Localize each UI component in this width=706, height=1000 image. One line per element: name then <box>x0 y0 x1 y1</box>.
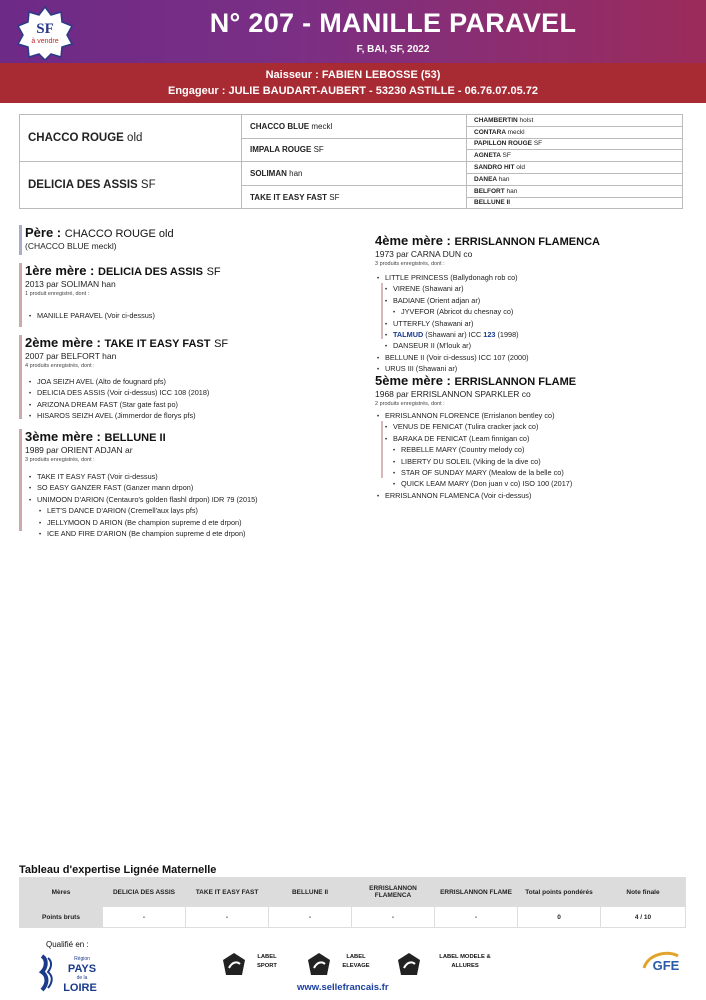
sf-a-vendre-logo <box>16 6 74 60</box>
pedigree-gen3: PAPILLON ROUGE SF <box>467 138 683 150</box>
svg-text:à vendre: à vendre <box>31 38 59 45</box>
table-header: ERRISLANNON FLAMENCA <box>352 878 435 907</box>
pedigree-sire: CHACCO ROUGE old <box>20 115 242 162</box>
website-link[interactable]: www.sellefrancais.fr <box>297 982 389 993</box>
dam2-block: 2ème mère : TAKE IT EASY FAST SF 2007 par BELFORT han 4 produits enregistrés, dont : • JOA SEIZH AVEL (Alto de fougnard pfs) • DELICIA DES ASSIS (Voir ci-dessus) ICC 108 (2018) • ARIZONA DREAM FAST (Star gate fast po) • HISAROS SEIZH AVEL (Jimmerdor de florys pfs) <box>19 335 339 419</box>
svg-text:de la: de la <box>76 975 88 981</box>
dam3-block: 3ème mère : BELLUNE II 1989 par ORIENT ADJAN ar 3 produits enregistrés, dont : • TAKE IT EASY FAST (Voir ci-dessus) • SO EASY GANZER FAST (Ganzer mann drpon) • UNIMOON D'ARION (Centauro's golden flashl drpon) IDR 79 (2015) • LET'S DANCE D'ARION (Cremell'aux lays pfs) • JELLYMOON D ARION (Be champion supreme d ete drpon) • ICE AND FIRE D'ARION (Be champion supreme d ete drpon) <box>19 429 339 531</box>
gfe-logo <box>638 948 690 974</box>
indent-bar <box>381 421 383 478</box>
table-header: BELLUNE II <box>269 878 352 907</box>
table-header: Mères <box>20 878 103 907</box>
pedigree-gen3: CHAMBERTIN holst <box>467 115 683 127</box>
list-item: • UNIMOON D'ARION (Centauro's golden flashl drpon) IDR 79 (2015) <box>29 494 258 504</box>
produce-list <box>377 273 529 376</box>
table-cell: - <box>186 907 269 928</box>
table-header: Note finale <box>601 878 686 907</box>
list-item: • QUICK LEAM MARY (Don juan v co) ISO 100 (2017) <box>393 479 573 489</box>
list-item: • JYVEFOR (Abricot du chesnay co) <box>393 307 514 317</box>
dam5-block: 5ème mère : ERRISLANNON FLAME 1968 par ERRISLANNON SPARKLER co 2 produits enregistrés, dont : • ERRISLANNON FLORENCE (Errislanon bentley co) • VENUS DE FENICAT (Tulira cracker jack co) • BARAKA DE FENICAT (Leam finnigan co) • REBELLE MARY (Country melody co) • LIBERTY DU SOLEIL (Viking de la dive co) • STAR OF SUNDAY MARY (Mealow de la belle co) • QUICK LEAM MARY (Don juan v co) ISO 100 (2017) • ERRISLANNON FLAMENCA (Voir ci-dessus) <box>369 373 689 491</box>
table-header: Total points pondérés <box>518 878 601 907</box>
expertise-title: Tableau d'expertise Lignée Maternelle <box>19 864 217 876</box>
list-item: • JELLYMOON D ARION (Be champion supreme d ete drpon) <box>39 517 242 527</box>
section-bar <box>19 429 22 531</box>
list-item: • ICE AND FIRE D'ARION (Be champion supreme d ete drpon) <box>39 529 246 539</box>
table-cell: - <box>269 907 352 928</box>
table-cell: 0 <box>518 907 601 928</box>
label-elevage-icon <box>306 952 332 978</box>
list-item: • DELICIA DES ASSIS (Voir ci-dessus) ICC 108 (2018) <box>29 388 210 398</box>
section-bar <box>19 225 22 255</box>
label-sport-icon <box>221 952 247 978</box>
svg-text:LOIRE: LOIRE <box>63 982 97 994</box>
qualified-label: Qualifié en : <box>46 940 89 949</box>
list-item: • TAKE IT EASY FAST (Voir ci-dessus) <box>29 472 158 481</box>
pedigree-gen3: BELFORT han <box>467 185 683 197</box>
svg-text:PAYS: PAYS <box>67 963 97 975</box>
table-header: TAKE IT EASY FAST <box>186 878 269 907</box>
pedigree-gen2: SOLIMAN han <box>242 162 467 186</box>
produce-list <box>29 472 258 540</box>
list-item: • LET'S DANCE D'ARION (Cremell'aux lays pfs) <box>39 506 198 516</box>
table-cell: - <box>435 907 518 928</box>
label-modele-allures-icon <box>396 952 422 978</box>
pedigree-gen3: BELLUNE II <box>467 197 683 209</box>
svg-text:SF: SF <box>36 21 54 37</box>
label-elevage: LABEL ELEVAGE <box>342 954 370 969</box>
label-modele-allures: LABEL MODELE & ALLURES <box>439 954 491 969</box>
list-item: • STAR OF SUNDAY MARY (Mealow de la belle co) <box>393 468 564 478</box>
list-item: • LIBERTY DU SOLEIL (Viking de la dive co) <box>393 456 541 466</box>
list-item: • SO EASY GANZER FAST (Ganzer mann drpon) <box>29 483 194 493</box>
table-cell: - <box>103 907 186 928</box>
produce-list <box>377 411 572 502</box>
list-item: • JOA SEIZH AVEL (Alto de fougnard pfs) <box>29 377 166 386</box>
dam4-block: 4ème mère : ERRISLANNON FLAMENCA 1973 par CARNA DUN co 3 produits enregistrés, dont : • LITTLE PRINCESS (Ballydonagh rob co) • VIRENE (Shawani ar) • BADIANE (Orient adjan ar) • JYVEFOR (Abricot du chesnay co) • UTTERFLY (Shawani ar) • TALMUD (Shawani ar) ICC 123 (1998) • DANSEUR II (M'louk ar) • BELLUNE II (Voir ci-dessus) ICC 107 (2000) • URUS III (Shawani ar) <box>369 233 689 361</box>
list-item: • DANSEUR II (M'louk ar) <box>385 341 472 351</box>
pedigree-gen2: CHACCO BLUE meckl <box>242 115 467 139</box>
list-item: • BADIANE (Orient adjan ar) <box>385 295 481 305</box>
label-sport: LABEL SPORT <box>257 954 277 969</box>
horse-summary: F, BAI, SF, 2022 <box>356 44 430 55</box>
list-item: • LITTLE PRINCESS (Ballydonagh rob co) <box>377 273 518 282</box>
breeder-line: Naisseur : FABIEN LEBOSSE (53) <box>265 69 441 81</box>
page-title: N° 207 - MANILLE PARAVEL <box>209 8 577 38</box>
pedigree-table <box>19 114 683 209</box>
sire-block: Père : CHACCO ROUGE old (CHACCO BLUE meckl) <box>19 225 339 255</box>
owner-line: Engageur : JULIE BAUDART-AUBERT - 53230 ASTILLE - 06.76.07.05.72 <box>167 85 539 97</box>
table-header: ERRISLANNON FLAME <box>435 878 518 907</box>
region-pays-de-la-loire-logo <box>38 950 104 994</box>
pedigree-gen3: SANDRO HIT old <box>467 162 683 174</box>
produce-list <box>29 311 155 322</box>
list-item: • ERRISLANNON FLORENCE (Errislanon bentley co) <box>377 411 555 420</box>
dam1-block: 1ère mère : DELICIA DES ASSIS SF 2013 par SOLIMAN han 1 produit enregistré, dont : • MANILLE PARAVEL (Voir ci-dessus) <box>19 263 339 327</box>
pedigree-dam: DELICIA DES ASSIS SF <box>20 162 242 209</box>
list-item: • BELLUNE II (Voir ci-dessus) ICC 107 (2000) <box>377 352 529 362</box>
list-item: • REBELLE MARY (Country melody co) <box>393 445 525 455</box>
table-cell: - <box>352 907 435 928</box>
table-cell: 4 / 10 <box>601 907 686 928</box>
list-item: • ARIZONA DREAM FAST (Star gate fast po) <box>29 399 178 409</box>
list-item: • VIRENE (Shawani ar) <box>385 284 464 294</box>
svg-text:Région: Région <box>74 956 90 962</box>
pedigree-gen3: CONTARA meckl <box>467 126 683 138</box>
pedigree-gen3: DANEA han <box>467 173 683 185</box>
list-item: • VENUS DE FENICAT (Tulira cracker jack co) <box>385 422 539 432</box>
indent-bar <box>381 283 383 339</box>
pedigree-gen2: TAKE IT EASY FAST SF <box>242 185 467 209</box>
expertise-table <box>19 877 686 928</box>
section-bar <box>19 335 22 419</box>
row-label: Points bruts <box>20 907 103 928</box>
list-item: • ERRISLANNON FLAMENCA (Voir ci-dessus) <box>377 490 532 500</box>
list-item: • URUS III (Shawani ar) <box>377 364 458 374</box>
list-item: • MANILLE PARAVEL (Voir ci-dessus) <box>29 311 155 320</box>
svg-text:GFE: GFE <box>652 958 680 973</box>
pedigree-gen3: AGNETA SF <box>467 150 683 162</box>
section-bar <box>19 263 22 327</box>
pedigree-gen2: IMPALA ROUGE SF <box>242 138 467 162</box>
list-item: • TALMUD (Shawani ar) ICC 123 (1998) <box>385 330 519 340</box>
table-header: DELICIA DES ASSIS <box>103 878 186 907</box>
list-item: • HISAROS SEIZH AVEL (Jimmerdor de florys pfs) <box>29 411 196 421</box>
list-item: • UTTERFLY (Shawani ar) <box>385 318 474 328</box>
produce-list <box>29 377 209 423</box>
list-item: • BARAKA DE FENICAT (Leam finnigan co) <box>385 433 530 443</box>
